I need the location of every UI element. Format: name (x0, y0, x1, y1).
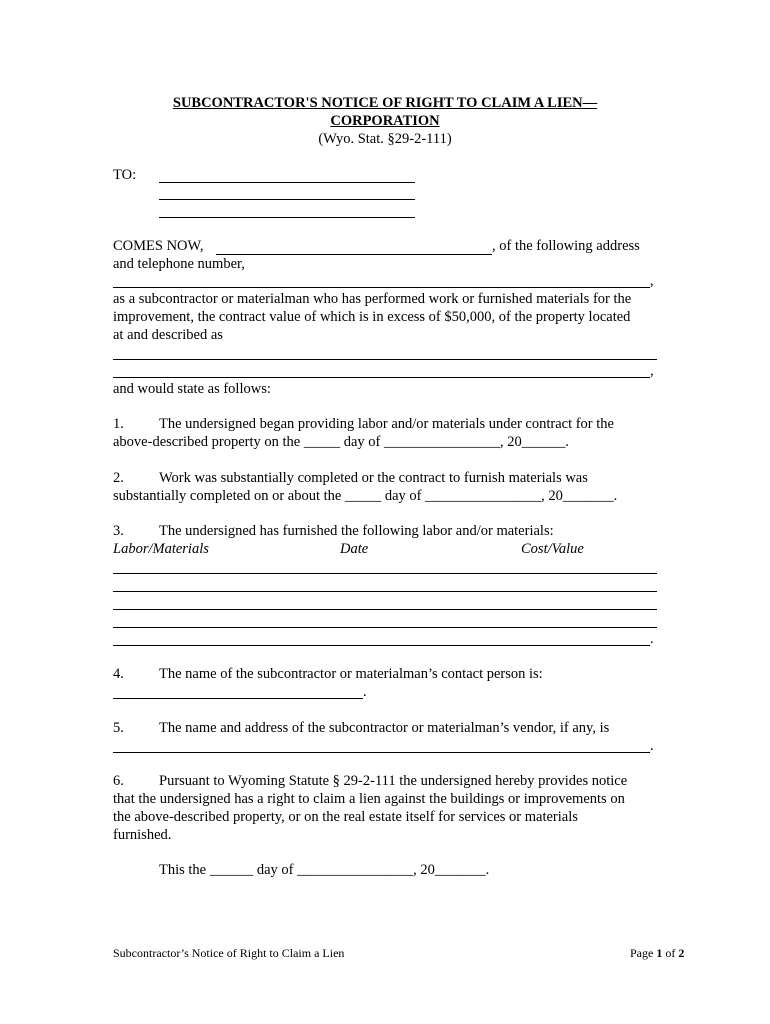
column-labor-materials: Labor/Materials (113, 541, 209, 557)
comes-now-suffix: , of the following address (492, 238, 640, 254)
intro-line1: as a subcontractor or materialman who has performed work or furnished materials for the (113, 291, 632, 307)
intro-line3: at and described as (113, 327, 223, 343)
item2-number: 2. (113, 470, 124, 486)
column-cost-value: Cost/Value (521, 541, 584, 557)
materials-period: . (650, 631, 654, 647)
comes-now-prefix: COMES NOW, (113, 238, 204, 254)
item4-number: 4. (113, 666, 124, 682)
materials-line-3[interactable] (113, 609, 657, 610)
page-total: 2 (678, 946, 685, 960)
property-description-line-1[interactable] (113, 359, 657, 360)
item3-line1: The undersigned has furnished the following labor and/or materials: (159, 523, 554, 539)
materials-line-1[interactable] (113, 573, 657, 574)
intro-line4: and would state as follows: (113, 381, 271, 397)
item2-line2: substantially completed on or about the _____ day of ________________, 20_______. (113, 488, 618, 504)
comes-now-line2: and telephone number, (113, 256, 245, 272)
to-label: TO: (113, 167, 137, 183)
footer-document-name: Subcontractor’s Notice of Right to Claim a Lien (113, 946, 345, 960)
vendor-line[interactable] (113, 752, 650, 753)
address-comma: , (650, 273, 654, 289)
page-of-word: of (665, 946, 676, 960)
contact-period: . (363, 684, 367, 700)
to-line-1[interactable] (159, 182, 415, 183)
company-name-line[interactable] (216, 254, 492, 255)
footer-page-number (630, 946, 684, 961)
item2-line1: Work was substantially completed or the contract to furnish materials was (159, 470, 588, 486)
to-line-3[interactable] (159, 217, 415, 218)
vendor-period: . (650, 738, 654, 754)
to-line-2[interactable] (159, 199, 415, 200)
item1-line1: The undersigned began providing labor and/or materials under contract for the (159, 416, 614, 432)
materials-line-4[interactable] (113, 627, 657, 628)
item6-line2: that the undersigned has a right to claim a lien against the buildings or improvements on (113, 791, 625, 807)
intro-line2: improvement, the contract value of which is in excess of $50,000, of the property located (113, 309, 631, 325)
item1-number: 1. (113, 416, 124, 432)
document-title-line1: SUBCONTRACTOR'S NOTICE OF RIGHT TO CLAIM A LIEN— (172, 95, 598, 111)
item3-number: 3. (113, 523, 124, 539)
document-title-line2: CORPORATION (330, 113, 440, 129)
signature-date-line: This the ______ day of ________________, 20_______. (159, 862, 490, 878)
column-date: Date (340, 541, 369, 557)
contact-person-line[interactable] (113, 698, 363, 699)
item1-line2: above-described property on the _____ day of ________________, 20______. (113, 434, 569, 450)
item5-number: 5. (113, 720, 124, 736)
page-word: Page (630, 946, 654, 960)
property-comma: , (650, 363, 654, 379)
property-description-line-2[interactable] (113, 377, 650, 378)
item6-line3: the above-described property, or on the real estate itself for services or materials (113, 809, 578, 825)
statute-reference: (Wyo. Stat. §29-2-111) (318, 131, 452, 147)
address-phone-line[interactable] (113, 287, 650, 288)
page-current: 1 (656, 946, 663, 960)
materials-line-2[interactable] (113, 591, 657, 592)
item6-line1: Pursuant to Wyoming Statute § 29-2-111 the undersigned hereby provides notice (159, 773, 628, 789)
materials-line-5[interactable] (113, 645, 650, 646)
item6-line4: furnished. (113, 827, 172, 843)
item6-number: 6. (113, 773, 124, 789)
item4-line1: The name of the subcontractor or materialman’s contact person is: (159, 666, 543, 682)
item5-line1: The name and address of the subcontractor or materialman’s vendor, if any, is (159, 720, 610, 736)
